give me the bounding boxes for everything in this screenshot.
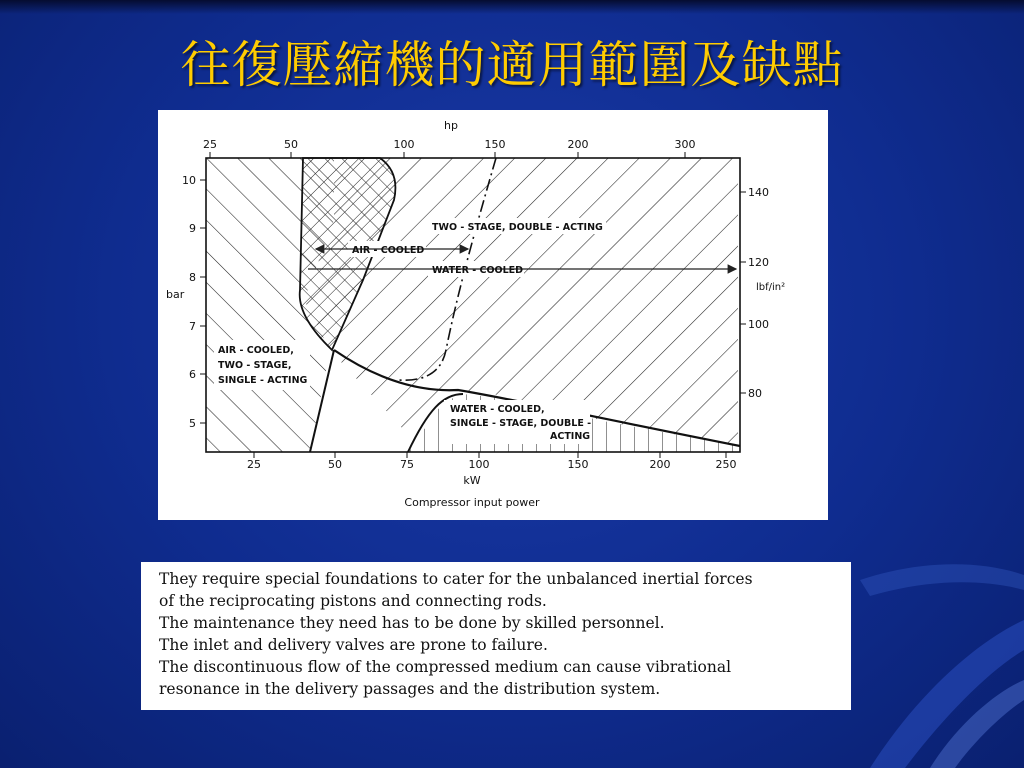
top-axis-ticks bbox=[203, 138, 696, 158]
drawback-line: The inlet and delivery valves are prone to failure. bbox=[159, 636, 548, 654]
right-tick-label: 140 bbox=[748, 186, 769, 199]
right-axis-unit: lbf/in² bbox=[756, 282, 786, 293]
left-tick-label: 6 bbox=[189, 368, 196, 381]
right-tick-label: 80 bbox=[748, 387, 762, 400]
top-band bbox=[0, 0, 1024, 14]
left-tick-label: 8 bbox=[189, 271, 196, 284]
slide-title: 往復壓縮機的適用範圍及缺點 bbox=[180, 36, 844, 94]
top-tick-label: 150 bbox=[484, 138, 506, 151]
label-two-stage-double-acting: TWO - STAGE, DOUBLE - ACTING bbox=[432, 222, 603, 233]
drawbacks-panel bbox=[141, 562, 851, 710]
label-air-cooled: AIR - COOLED bbox=[352, 245, 425, 256]
label-water-single-double-line3: ACTING bbox=[550, 431, 591, 442]
bottom-tick-label: 250 bbox=[715, 458, 737, 471]
bottom-tick-label: 200 bbox=[649, 458, 671, 471]
top-tick-label: 25 bbox=[203, 138, 217, 151]
drawbacks-list bbox=[141, 562, 851, 700]
left-axis-unit: bar bbox=[166, 288, 185, 301]
top-tick-label: 200 bbox=[567, 138, 589, 151]
left-tick-label: 5 bbox=[189, 417, 196, 430]
left-tick-label: 7 bbox=[189, 320, 196, 333]
bottom-axis-unit: kW bbox=[463, 474, 481, 487]
top-tick-label: 50 bbox=[284, 138, 298, 151]
label-water-cooled: WATER - COOLED bbox=[432, 265, 524, 276]
right-tick-label: 100 bbox=[748, 318, 769, 331]
bottom-tick-label: 50 bbox=[328, 458, 342, 471]
bottom-tick-label: 25 bbox=[247, 458, 261, 471]
label-air-two-single-line1: AIR - COOLED, bbox=[218, 345, 294, 356]
drawback-line: of the reciprocating pistons and connecting rods. bbox=[159, 592, 547, 610]
application-range-diagram bbox=[158, 110, 828, 520]
top-axis-unit: hp bbox=[444, 119, 458, 132]
label-air-two-single-line2: TWO - STAGE, bbox=[218, 360, 292, 371]
left-tick-label: 10 bbox=[182, 174, 196, 187]
label-water-single-double-line2: SINGLE - STAGE, DOUBLE - bbox=[450, 418, 592, 429]
left-axis-ticks bbox=[182, 174, 206, 430]
top-tick-label: 100 bbox=[393, 138, 415, 151]
drawback-line: resonance in the delivery passages and the distribution system. bbox=[159, 680, 661, 698]
drawback-line: The discontinuous flow of the compressed medium can cause vibrational bbox=[159, 658, 732, 676]
label-water-single-double-line1: WATER - COOLED, bbox=[450, 404, 545, 415]
application-range-svg bbox=[158, 110, 828, 520]
right-axis-ticks bbox=[740, 186, 769, 400]
label-air-two-single-line3: SINGLE - ACTING bbox=[218, 375, 308, 386]
bottom-tick-label: 75 bbox=[400, 458, 414, 471]
drawback-line: They require special foundations to cater for the unbalanced inertial forces bbox=[159, 570, 753, 588]
bottom-tick-label: 150 bbox=[567, 458, 589, 471]
right-tick-label: 120 bbox=[748, 256, 769, 269]
drawback-line: The maintenance they need has to be done by skilled personnel. bbox=[159, 614, 665, 632]
top-tick-label: 300 bbox=[674, 138, 696, 151]
left-tick-label: 9 bbox=[189, 222, 196, 235]
bottom-axis-ticks bbox=[247, 452, 737, 471]
bottom-tick-label: 100 bbox=[468, 458, 490, 471]
diagram-caption: Compressor input power bbox=[404, 496, 540, 509]
